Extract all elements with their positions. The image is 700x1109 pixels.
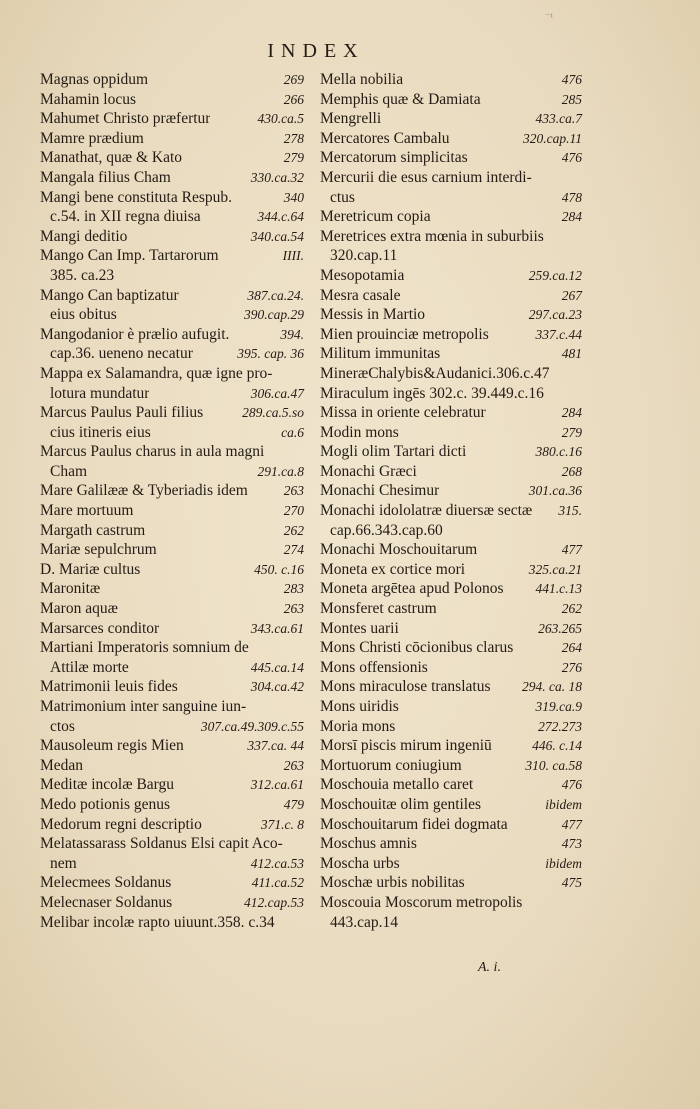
entry-page-reference: 262 <box>283 522 304 538</box>
index-entry <box>320 384 582 404</box>
index-entry <box>40 70 304 90</box>
entry-text: Mare mortuum <box>40 502 134 520</box>
entry-page-reference: 263 <box>283 601 304 617</box>
index-entry <box>320 658 582 678</box>
entry-page-reference: 477 <box>561 816 582 832</box>
corner-mark: ⁻¹ <box>545 12 554 23</box>
entry-page-reference: 337.ca. 44 <box>247 738 304 754</box>
index-entry <box>40 305 304 325</box>
entry-text: Mesopotamia <box>320 266 405 284</box>
index-entry <box>320 697 582 717</box>
entry-page-reference: 387.ca.24. <box>247 287 304 303</box>
entry-page-reference: 320.cap.11 <box>523 130 582 146</box>
index-entry <box>40 775 304 795</box>
index-entry <box>320 521 582 541</box>
entry-page-reference: 267 <box>561 287 582 303</box>
entry-text: Mella nobilia <box>320 71 404 88</box>
entry-text: Attilæ morte <box>50 658 129 676</box>
entry-page-reference: 269 <box>283 72 304 87</box>
entry-page-reference: 477 <box>561 542 582 558</box>
entry-text: c.54. in XII regna diuisa <box>50 208 201 226</box>
entry-page-reference: 330.ca.32 <box>250 169 304 185</box>
entry-text: D. Mariæ cultus <box>40 560 141 578</box>
index-entry <box>320 560 582 580</box>
index-entry <box>320 286 582 306</box>
entry-page-reference: 285 <box>561 91 582 107</box>
entry-page-reference: 412.cap.53 <box>244 894 304 910</box>
index-entry <box>320 599 582 619</box>
entry-text: Marcus Paulus Pauli filius <box>40 404 204 422</box>
index-entry <box>40 188 304 208</box>
entry-text: ctos <box>50 717 75 735</box>
entry-page-reference: 481 <box>561 346 582 362</box>
index-entry <box>40 795 304 815</box>
index-entry <box>40 403 304 423</box>
entry-text: Mariæ sepulchrum <box>40 541 157 559</box>
entry-text: Mamre prædium <box>40 129 144 147</box>
entry-page-reference: ca.6 <box>281 424 304 440</box>
entry-text: Mons Christi cōcionibus clarus <box>320 639 514 657</box>
index-entry <box>40 854 304 874</box>
index-entry <box>320 364 582 384</box>
entry-text: eius obitus <box>50 306 117 324</box>
entry-page-reference: 395. cap. 36 <box>237 346 304 362</box>
entry-text: Mango Can Imp. Tartarorum <box>40 247 219 265</box>
entry-text: Mesra casale <box>320 286 401 304</box>
entry-text: cap.66.343.cap.60 <box>330 521 443 539</box>
index-entry <box>40 736 304 756</box>
entry-text: Monsferet castrum <box>320 600 437 618</box>
index-entry <box>40 893 304 913</box>
index-entry <box>40 325 304 345</box>
entry-page-reference: 268 <box>561 463 582 479</box>
entry-text: Memphis quæ & Damiata <box>320 90 481 108</box>
entry-text: Mango Can baptizatur <box>40 286 179 304</box>
index-entry <box>40 344 304 364</box>
index-entry <box>320 854 582 874</box>
entry-text: Medan <box>40 756 84 774</box>
index-entry <box>40 501 304 521</box>
index-entry <box>40 521 304 541</box>
entry-text: Mahamin locus <box>40 90 136 108</box>
index-entry <box>40 815 304 835</box>
entry-text: Cham <box>50 462 88 480</box>
entry-text: Messis in Martio <box>320 306 426 324</box>
entry-text: Marsarces conditor <box>40 619 160 637</box>
entry-text: Marcus Paulus charus in aula magni <box>40 443 265 461</box>
entry-text: nem <box>50 854 77 872</box>
entry-text: Mare Galilææ & Tyberiadis idem <box>40 482 248 500</box>
index-entry <box>40 423 304 443</box>
index-entry <box>40 384 304 404</box>
entry-page-reference: 270 <box>283 503 304 519</box>
index-entry <box>40 913 304 933</box>
index-entry <box>320 717 582 737</box>
index-entry <box>320 481 582 501</box>
entry-text: Moria mons <box>320 717 396 735</box>
index-entry <box>320 423 582 443</box>
entry-text: Melatassarass Soldanus Elsi capit Aco- <box>40 835 283 853</box>
entry-text: Meretricum copia <box>320 208 431 226</box>
entry-page-reference: 343.ca.61 <box>250 620 304 636</box>
index-entry <box>320 815 582 835</box>
index-entry <box>320 619 582 639</box>
entry-text: 443.cap.14 <box>330 913 399 931</box>
index-entry <box>40 579 304 599</box>
entry-page-reference: 294. ca. 18 <box>522 679 582 695</box>
entry-page-reference: 476 <box>561 777 582 793</box>
entry-text: ctus <box>330 188 355 206</box>
entry-text: Moschus amnis <box>320 835 417 853</box>
index-entry <box>320 246 582 266</box>
index-entry <box>40 227 304 247</box>
entry-page-reference: IIII. <box>282 248 304 264</box>
entry-text: Mercatores Cambalu <box>320 129 450 147</box>
index-entry <box>320 227 582 247</box>
index-entry <box>40 658 304 678</box>
entry-page-reference: 263.265 <box>538 620 582 636</box>
index-entry <box>320 677 582 697</box>
entry-page-reference: 337.c.44 <box>535 326 582 342</box>
entry-page-reference: 310. ca.58 <box>525 757 582 773</box>
entry-page-reference: 284 <box>561 405 582 421</box>
index-entry <box>320 344 582 364</box>
entry-text: Matrimonium inter sanguine iun- <box>40 698 247 715</box>
entry-text: Medo potionis genus <box>40 795 171 813</box>
entry-text: Monachi idololatræ diuersæ sectæ <box>320 502 533 520</box>
page-header: INDEX <box>267 40 365 62</box>
entry-text: Mons offensionis <box>320 658 428 676</box>
index-entry <box>320 207 582 227</box>
entry-text: Mangi bene constituta Respub. <box>40 188 232 206</box>
entry-page-reference: 266 <box>283 91 304 107</box>
entry-text: Maronitæ <box>40 580 101 598</box>
entry-text: Moscouia Moscorum metropolis <box>320 893 523 911</box>
index-entry <box>320 109 582 129</box>
entry-text: Mappa ex Salamandra, quæ igne pro- <box>40 364 273 382</box>
index-entry <box>40 207 304 227</box>
index-entry <box>40 129 304 149</box>
entry-page-reference: 430.ca.5 <box>257 111 304 127</box>
index-entry <box>40 697 304 717</box>
entry-text: cius itineris eius <box>50 423 151 441</box>
index-column-left <box>40 70 304 932</box>
entry-page-reference: 272.273 <box>538 718 582 734</box>
entry-page-reference: 284 <box>561 209 582 225</box>
entry-text: Maron aquæ <box>40 600 118 618</box>
entry-text: lotura mundatur <box>50 384 150 402</box>
entry-text: Morsī piscis mirum ingeniū <box>320 737 492 755</box>
entry-page-reference: ibidem <box>545 796 582 812</box>
entry-text: Martiani Imperatoris somnium de <box>40 639 249 657</box>
entry-text: Moscha urbs <box>320 854 400 872</box>
entry-text: Montes uarii <box>320 619 399 637</box>
index-entry <box>40 286 304 306</box>
entry-page-reference: 476 <box>561 72 582 87</box>
entry-page-reference: 473 <box>561 836 582 852</box>
entry-text: Melibar incolæ rapto uiuunt.358. c.34 <box>40 913 275 931</box>
index-entry <box>320 266 582 286</box>
entry-page-reference: 279 <box>283 150 304 166</box>
index-entry <box>320 188 582 208</box>
entry-text: Mengrelli <box>320 110 382 128</box>
index-entry <box>320 756 582 776</box>
entry-text: Moneta argētea apud Polonos <box>320 580 504 598</box>
entry-page-reference: 315. <box>558 503 582 519</box>
entry-page-reference: 380.c.16 <box>535 444 582 460</box>
entry-text: Manathat, quæ & Kato <box>40 149 183 167</box>
entry-text: Moneta ex cortice mori <box>320 560 466 578</box>
entry-page-reference: 325.ca.21 <box>528 561 582 577</box>
entry-page-reference: 319.ca.9 <box>535 699 582 714</box>
entry-page-reference: 262 <box>561 601 582 617</box>
index-entry <box>320 795 582 815</box>
index-entry <box>40 168 304 188</box>
entry-text: 320.cap.11 <box>330 247 398 265</box>
entry-text: Monachi Græci <box>320 462 417 480</box>
entry-text: Mortuorum coniugium <box>320 756 462 774</box>
index-entry <box>320 462 582 482</box>
entry-text: Mercatorum simplicitas <box>320 149 468 167</box>
entry-text: Mangodanior è prælio aufugit. <box>40 325 230 343</box>
index-entry <box>40 266 304 286</box>
signature-mark: A. i. <box>478 960 501 975</box>
index-entry <box>320 579 582 599</box>
entry-text: Mangi deditio <box>40 227 128 245</box>
entry-text: Melecnaser Soldanus <box>40 893 173 911</box>
entry-text: Modin mons <box>320 423 399 441</box>
entry-page-reference: 306.ca.47 <box>250 385 304 401</box>
index-column-right <box>320 70 582 932</box>
index-entry <box>320 305 582 325</box>
entry-text: Militum immunitas <box>320 345 441 363</box>
entry-page-reference: 446. c.14 <box>532 738 582 754</box>
entry-page-reference: 304.ca.42 <box>250 679 304 695</box>
entry-page-reference: 476 <box>561 150 582 166</box>
entry-page-reference: 283 <box>283 581 304 597</box>
index-entry <box>40 90 304 110</box>
entry-page-reference: 478 <box>561 189 582 205</box>
entry-text: Mangala filius Cham <box>40 168 171 186</box>
index-entry <box>320 501 582 521</box>
entry-text: Meretrices extra mœnia in suburbiis <box>320 227 544 245</box>
entry-page-reference: 445.ca.14 <box>250 659 304 675</box>
index-entry <box>40 540 304 560</box>
entry-page-reference: 340 <box>283 189 304 205</box>
index-entry <box>320 90 582 110</box>
entry-page-reference: 259.ca.12 <box>528 267 582 283</box>
index-entry <box>320 148 582 168</box>
entry-text: Mausoleum regis Mien <box>40 737 184 755</box>
index-entry <box>40 481 304 501</box>
index-entry <box>40 599 304 619</box>
entry-text: Moschouia metallo caret <box>320 776 474 794</box>
index-entry <box>40 677 304 697</box>
entry-page-reference: 371.c. 8 <box>260 816 304 832</box>
entry-page-reference: 301.ca.36 <box>528 483 582 499</box>
entry-page-reference: 411.ca.52 <box>251 875 304 891</box>
index-entry <box>320 403 582 423</box>
entry-text: Moschouitæ olim gentiles <box>320 795 482 813</box>
index-entry <box>40 638 304 658</box>
entry-page-reference: 344.c.64 <box>257 209 304 225</box>
index-entry <box>320 442 582 462</box>
entry-text: Matrimonii leuis fides <box>40 678 178 696</box>
index-entry <box>320 736 582 756</box>
entry-text: Mogli olim Tartari dicti <box>320 443 467 461</box>
index-entry <box>320 129 582 149</box>
index-entry <box>40 873 304 893</box>
index-entry <box>40 109 304 129</box>
entry-page-reference: 412.ca.53 <box>250 855 304 871</box>
entry-text: Mons uiridis <box>320 698 399 715</box>
index-entry <box>320 775 582 795</box>
index-entry <box>320 325 582 345</box>
entry-page-reference: 340.ca.54 <box>250 228 304 244</box>
index-entry <box>40 442 304 462</box>
index-entry <box>40 834 304 854</box>
entry-page-reference: 263 <box>283 757 304 773</box>
entry-page-reference: 441.c.13 <box>535 581 582 597</box>
entry-text: 385. ca.23 <box>50 266 115 284</box>
index-entry <box>320 540 582 560</box>
entry-text: Mons miraculose translatus <box>320 678 491 696</box>
entry-text: Magnas oppidum <box>40 71 149 88</box>
index-entry <box>320 638 582 658</box>
entry-page-reference: 263 <box>283 483 304 499</box>
entry-page-reference: 279 <box>561 424 582 440</box>
entry-page-reference: 291.ca.8 <box>257 463 304 479</box>
entry-text: Melecmees Soldanus <box>40 874 172 892</box>
entry-text: Mercurii die esus carnium interdi- <box>320 168 532 186</box>
entry-page-reference: 276 <box>561 659 582 675</box>
entry-text: Monachi Chesimur <box>320 482 440 500</box>
entry-page-reference: 274 <box>283 542 304 558</box>
entry-text: Moschouitarum fidei dogmata <box>320 815 508 833</box>
index-entry <box>40 560 304 580</box>
index-entry <box>320 913 582 933</box>
entry-page-reference: 390.cap.29 <box>244 307 304 323</box>
entry-page-reference: 264 <box>561 640 582 656</box>
index-entry <box>320 168 582 188</box>
entry-text: cap.36. ueneno necatur <box>50 345 193 363</box>
entry-page-reference: 450. c.16 <box>254 561 304 577</box>
index-entry <box>40 364 304 384</box>
entry-text: Mahumet Christo præfertur <box>40 110 211 128</box>
entry-page-reference: 297.ca.23 <box>528 307 582 323</box>
index-entry <box>40 717 304 737</box>
entry-text: Monachi Moschouitarum <box>320 541 478 559</box>
entry-text: MineræChalybis&Audanici.306.c.47 <box>320 364 550 382</box>
entry-page-reference: 475 <box>561 875 582 891</box>
entry-page-reference: 278 <box>283 130 304 146</box>
index-entry <box>320 873 582 893</box>
entry-text: Missa in oriente celebratur <box>320 404 486 422</box>
index-entry <box>320 834 582 854</box>
index-entry <box>40 619 304 639</box>
entry-page-reference: 394. <box>280 326 304 342</box>
entry-page-reference: 433.ca.7 <box>535 111 582 127</box>
entry-page-reference: ibidem <box>545 855 582 871</box>
entry-page-reference: 479 <box>283 796 304 812</box>
entry-page-reference: 312.ca.61 <box>250 777 304 793</box>
index-entry <box>40 756 304 776</box>
index-entry <box>320 70 582 90</box>
entry-text: Margath castrum <box>40 521 146 539</box>
entry-text: Meditæ incolæ Bargu <box>40 776 175 794</box>
index-entry <box>40 462 304 482</box>
index-entry <box>320 893 582 913</box>
index-entry <box>40 148 304 168</box>
entry-text: Moschæ urbis nobilitas <box>320 874 465 892</box>
entry-text: Miraculum ingēs 302.c. 39.449.c.16 <box>320 384 544 402</box>
entry-page-reference: 289.ca.5.so <box>242 405 304 421</box>
entry-page-reference: 307.ca.49.309.c.55 <box>200 718 304 734</box>
entry-text: Mien prouinciæ metropolis <box>320 325 489 343</box>
entry-text: Medorum regni descriptio <box>40 815 202 833</box>
index-entry <box>40 246 304 266</box>
